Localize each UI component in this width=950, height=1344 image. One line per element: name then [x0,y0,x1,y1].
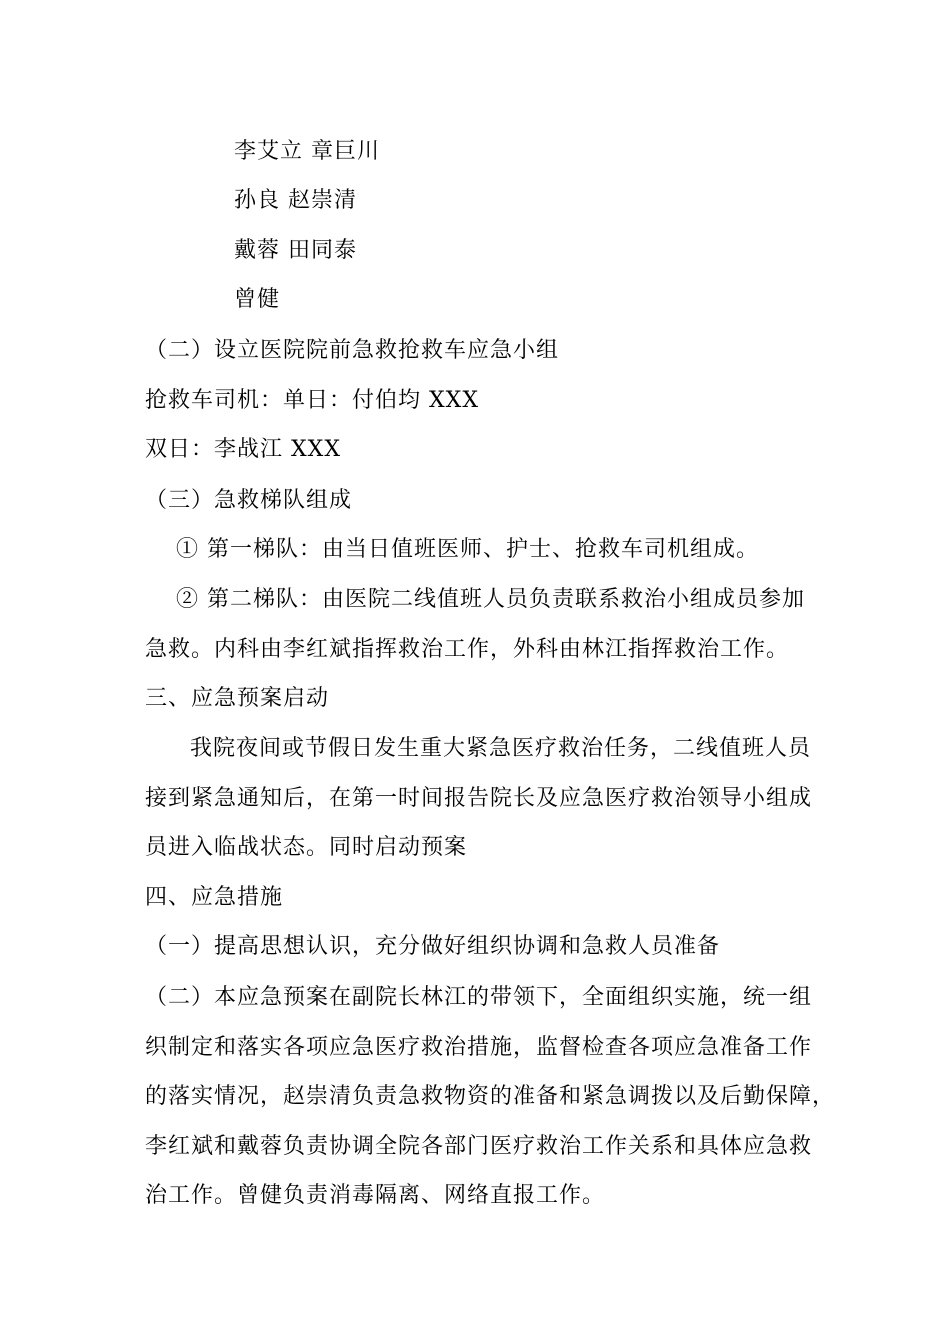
paragraph-line: （一）提高思想认识，充分做好组织协调和急救人员准备 [145,934,721,959]
paragraph-line: 员进入临战状态。同时启动预案 [145,835,468,860]
paragraph-line: 急救。内科由李红斌指挥救治工作，外科由林江指挥救治工作。 [145,637,790,662]
paragraph-line: 的落实情况，赵崇清负责急救物资的准备和紧急调拨以及后勤保障， [145,1084,836,1109]
section-heading-ambulance-group: （二）设立医院院前急救抢救车应急小组 [145,338,560,363]
paragraph-line: 治工作。曾健负责消毒隔离、网络直报工作。 [145,1183,606,1208]
section-heading-emergency-measures: 四、应急措施 [145,885,284,910]
member-names-line-2: 孙良 赵崇清 [234,188,357,213]
paragraph-line: 抢救车司机：单日：付伯均 XXX [145,388,479,413]
paragraph-line: 我院夜间或节假日发生重大紧急医疗救治任务，二线值班人员 [190,736,812,761]
list-item-second-team: ② 第二梯队：由医院二线值班人员负责联系救治小组成员参加 [176,587,805,612]
paragraph-line: （二）本应急预案在副院长林江的带领下，全面组织实施，统一组 [145,985,813,1010]
section-heading-team-composition: （三）急救梯队组成 [145,488,353,513]
list-item-first-team: ① 第一梯队：由当日值班医师、护士、抢救车司机组成。 [176,537,759,562]
paragraph-line: 李红斌和戴蓉负责协调全院各部门医疗救治工作关系和具体应急救 [145,1134,813,1159]
member-names-line-1: 李艾立 章巨川 [234,139,380,164]
member-names-line-3: 戴蓉 田同泰 [234,238,357,263]
paragraph-line: 双日：李战江 XXX [145,437,341,462]
paragraph-line: 织制定和落实各项应急医疗救治措施，监督检查各项应急准备工作 [145,1035,813,1060]
section-heading-plan-activation: 三、应急预案启动 [145,686,330,711]
paragraph-line: 接到紧急通知后，在第一时间报告院长及应急医疗救治领导小组成 [145,786,813,811]
member-names-line-4: 曾健 [234,287,281,312]
